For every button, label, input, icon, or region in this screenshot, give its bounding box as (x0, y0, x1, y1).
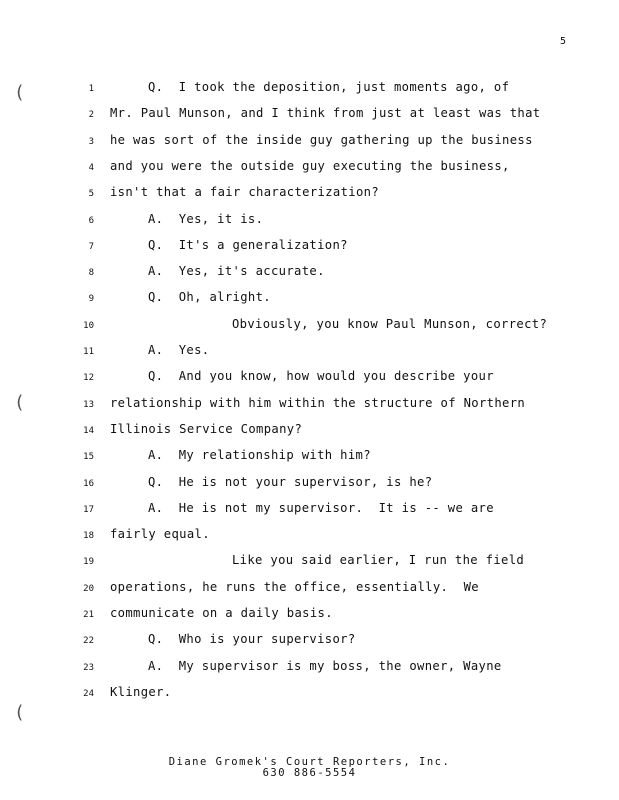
line-text: Illinois Service Company? (110, 421, 303, 436)
line-text: A. Yes. (148, 343, 210, 357)
line-text: A. He is not my supervisor. It is -- we are (148, 500, 494, 515)
line-text: Obviously, you know Paul Munson, correct? (232, 316, 548, 331)
transcript-line (0, 580, 619, 600)
line-text: Q. I took the deposition, just moments ago, of (148, 80, 510, 94)
transcript-line (0, 106, 619, 126)
line-text: Mr. Paul Munson, and I think from just at least was that (110, 106, 541, 121)
line-number: 11 (83, 347, 94, 357)
line-number: 7 (88, 241, 94, 252)
line-number: 9 (88, 294, 94, 305)
line-number: 2 (88, 110, 94, 121)
line-number: 17 (83, 504, 94, 515)
line-text: Q. Oh, alright. (148, 290, 271, 305)
transcript-line (0, 553, 619, 573)
line-number: 22 (83, 636, 94, 647)
line-text: A. Yes, it's accurate. (148, 264, 325, 279)
hole-punch-mark-top: ( (14, 82, 25, 103)
transcript-line (0, 290, 619, 310)
line-text: isn't that a fair characterization? (110, 185, 380, 200)
line-number: 13 (83, 399, 94, 410)
transcript-line (0, 317, 619, 337)
line-text: and you were the outside guy executing the business, (110, 158, 510, 173)
line-text: operations, he runs the office, essentially. We (110, 579, 479, 594)
transcript-line (0, 343, 619, 363)
line-text: Like you said earlier, I run the field (232, 553, 525, 568)
line-number: 10 (83, 320, 94, 331)
transcript-line (0, 185, 619, 205)
transcript-line (0, 133, 619, 153)
line-text: A. My relationship with him? (148, 448, 371, 463)
transcript-line (0, 448, 619, 468)
line-text: communicate on a daily basis. (110, 606, 333, 620)
line-number: 6 (88, 215, 94, 226)
line-number: 21 (83, 610, 94, 620)
footer-reporter-name: Diane Gromek's Court Reporters, Inc. (168, 756, 451, 768)
transcript-line (0, 475, 619, 495)
transcript-line (0, 685, 619, 705)
line-text: Q. It's a generalization? (148, 237, 348, 252)
transcript-line (0, 80, 619, 100)
line-text: A. Yes, it is. (148, 211, 264, 226)
line-number: 20 (83, 583, 94, 594)
line-number: 23 (83, 662, 94, 673)
transcript-line (0, 659, 619, 679)
line-number: 5 (88, 189, 94, 200)
transcript-line (0, 606, 619, 626)
line-text: he was sort of the inside guy gathering up the business (110, 132, 533, 147)
line-text: Klinger. (110, 684, 172, 699)
line-number: 24 (83, 688, 94, 699)
transcript-line (0, 632, 619, 652)
line-text: A. My supervisor is my boss, the owner, Wayne (148, 658, 502, 673)
line-number: 8 (88, 268, 94, 279)
hole-punch-mark-middle: ( (14, 392, 25, 413)
transcript-line (0, 396, 619, 416)
transcript-line (0, 264, 619, 284)
line-number: 19 (83, 557, 94, 568)
transcript-line (0, 159, 619, 179)
line-text: fairly equal. (110, 527, 210, 542)
line-text: Q. Who is your supervisor? (148, 632, 356, 647)
line-number: 18 (83, 531, 94, 542)
transcript-line (0, 527, 619, 547)
line-text: Q. And you know, how would you describe your (148, 369, 494, 384)
line-text: relationship with him within the structure of Northern (110, 395, 526, 410)
line-number: 3 (88, 136, 94, 147)
transcript-line (0, 369, 619, 389)
transcript-line (0, 212, 619, 232)
line-number: 14 (83, 425, 94, 436)
hole-punch-mark-bottom: ( (14, 702, 25, 723)
line-number: 1 (88, 84, 94, 94)
transcript-line (0, 238, 619, 258)
footer-phone: 630 886-5554 (262, 767, 357, 779)
line-number: 4 (88, 162, 94, 173)
transcript-line (0, 501, 619, 521)
line-number: 16 (83, 478, 94, 489)
transcript-line (0, 422, 619, 442)
line-number: 15 (83, 452, 94, 463)
line-number: 12 (83, 373, 94, 384)
line-text: Q. He is not your supervisor, is he? (148, 474, 433, 489)
page-number: 5 (560, 36, 567, 47)
